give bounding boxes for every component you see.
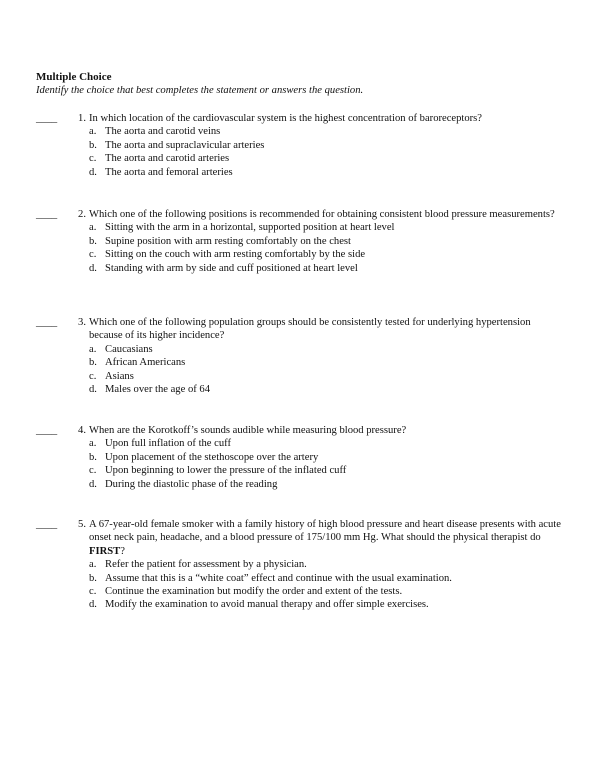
option-text: Upon beginning to lower the pressure of the inflated cuff — [105, 465, 347, 477]
option-d[interactable] — [89, 478, 566, 491]
option-a[interactable] — [89, 558, 566, 571]
option-list — [89, 437, 566, 491]
question-number: 3. — [78, 317, 86, 328]
option-text: Modify the examination to avoid manual therapy and offer simple exercises. — [105, 599, 429, 611]
option-letter: a. — [89, 438, 97, 450]
option-letter: a. — [89, 222, 97, 234]
stem-text: A 67-year-old female smoker with a family history of high blood pressure and heart disease presents with acute onset neck pain, headache, and a blood pressure of 175/100 mm Hg. What should the physical therapist do — [89, 519, 561, 544]
option-text: Males over the age of 64 — [105, 384, 211, 396]
option-text: Assume that this is a “white coat” effect and continue with the usual examination. — [105, 572, 452, 584]
option-letter: d. — [89, 262, 97, 274]
option-a[interactable] — [89, 221, 566, 234]
option-d[interactable] — [89, 262, 566, 275]
option-letter: b. — [89, 451, 97, 463]
option-text: The aorta and femoral arteries — [105, 166, 233, 178]
option-letter: c. — [89, 370, 97, 382]
option-text: Refer the patient for assessment by a physician. — [105, 559, 307, 571]
section-header — [36, 71, 363, 97]
question-number: 5. — [78, 519, 86, 530]
option-text: Standing with arm by side and cuff positioned at heart level — [105, 262, 358, 274]
question-stem — [89, 518, 566, 558]
option-letter: b. — [89, 235, 97, 247]
option-text: The aorta and carotid veins — [105, 126, 221, 138]
option-letter: d. — [89, 478, 97, 490]
option-b[interactable] — [89, 572, 566, 585]
option-letter: a. — [89, 126, 97, 138]
answer-blank[interactable]: ____ — [36, 425, 58, 436]
option-d[interactable] — [89, 166, 566, 179]
question-5 — [36, 518, 566, 612]
option-b[interactable] — [89, 139, 566, 152]
answer-blank[interactable]: ____ — [36, 113, 58, 124]
question-4 — [36, 424, 566, 491]
option-c[interactable] — [89, 152, 566, 165]
option-d[interactable] — [89, 383, 566, 396]
option-text: Continue the examination but modify the order and extent of the tests. — [105, 586, 403, 598]
option-letter: a. — [89, 559, 97, 571]
option-text: Sitting on the couch with arm resting comfortably by the side — [105, 249, 366, 261]
option-letter: b. — [89, 139, 97, 151]
section-instructions: Identify the choice that best completes the statement or answers the question. — [36, 85, 364, 96]
option-a[interactable] — [89, 125, 566, 138]
option-letter: a. — [89, 343, 97, 355]
option-text: Upon full inflation of the cuff — [105, 438, 232, 450]
option-text: Asians — [105, 370, 134, 382]
option-list — [89, 221, 566, 275]
option-text: Sitting with the arm in a horizontal, supported position at heart level — [105, 222, 395, 234]
option-a[interactable] — [89, 343, 566, 356]
section-title: Multiple Choice — [36, 71, 112, 83]
question-number: 1. — [78, 113, 86, 124]
option-a[interactable] — [89, 437, 566, 450]
option-text: Caucasians — [105, 343, 153, 355]
option-text: Upon placement of the stethoscope over the artery — [105, 451, 319, 463]
answer-blank[interactable]: ____ — [36, 519, 58, 530]
option-text: Supine position with arm resting comfortably on the chest — [105, 235, 351, 247]
question-stem: Which one of the following population groups should be consistently tested for underlying hypertension because of its higher incidence? — [89, 317, 531, 342]
question-number: 4. — [78, 425, 86, 436]
option-letter: b. — [89, 357, 97, 369]
answer-blank[interactable]: ____ — [36, 209, 58, 220]
answer-blank[interactable]: ____ — [36, 317, 58, 328]
option-c[interactable] — [89, 248, 566, 261]
option-letter: c. — [89, 249, 97, 261]
question-number: 2. — [78, 209, 86, 220]
option-text: During the diastolic phase of the reading — [105, 478, 278, 490]
stem-text-end: ? — [120, 545, 125, 557]
option-c[interactable] — [89, 464, 566, 477]
question-1 — [36, 112, 566, 179]
question-2 — [36, 208, 566, 275]
option-letter: b. — [89, 572, 97, 584]
question-stem: Which one of the following positions is recommended for obtaining consistent blood pressure measurements? — [89, 209, 555, 220]
option-c[interactable] — [89, 370, 566, 383]
option-letter: c. — [89, 586, 97, 598]
option-letter: c. — [89, 153, 97, 165]
option-letter: d. — [89, 166, 97, 178]
question-stem: When are the Korotkoff’s sounds audible while measuring blood pressure? — [89, 425, 407, 436]
option-text: African Americans — [105, 357, 186, 369]
option-list — [89, 558, 566, 612]
question-3 — [36, 316, 566, 396]
option-letter: d. — [89, 599, 97, 611]
option-text: The aorta and carotid arteries — [105, 153, 230, 165]
option-c[interactable] — [89, 585, 566, 598]
option-b[interactable] — [89, 356, 566, 369]
option-b[interactable] — [89, 235, 566, 248]
option-list — [89, 125, 566, 179]
question-stem: In which location of the cardiovascular system is the highest concentration of baroreceptors? — [89, 113, 483, 124]
option-d[interactable] — [89, 598, 566, 611]
option-b[interactable] — [89, 451, 566, 464]
option-text: The aorta and supraclavicular arteries — [105, 139, 265, 151]
option-list — [89, 343, 566, 397]
stem-emphasis: FIRST — [89, 545, 121, 557]
option-letter: c. — [89, 465, 97, 477]
option-letter: d. — [89, 384, 97, 396]
